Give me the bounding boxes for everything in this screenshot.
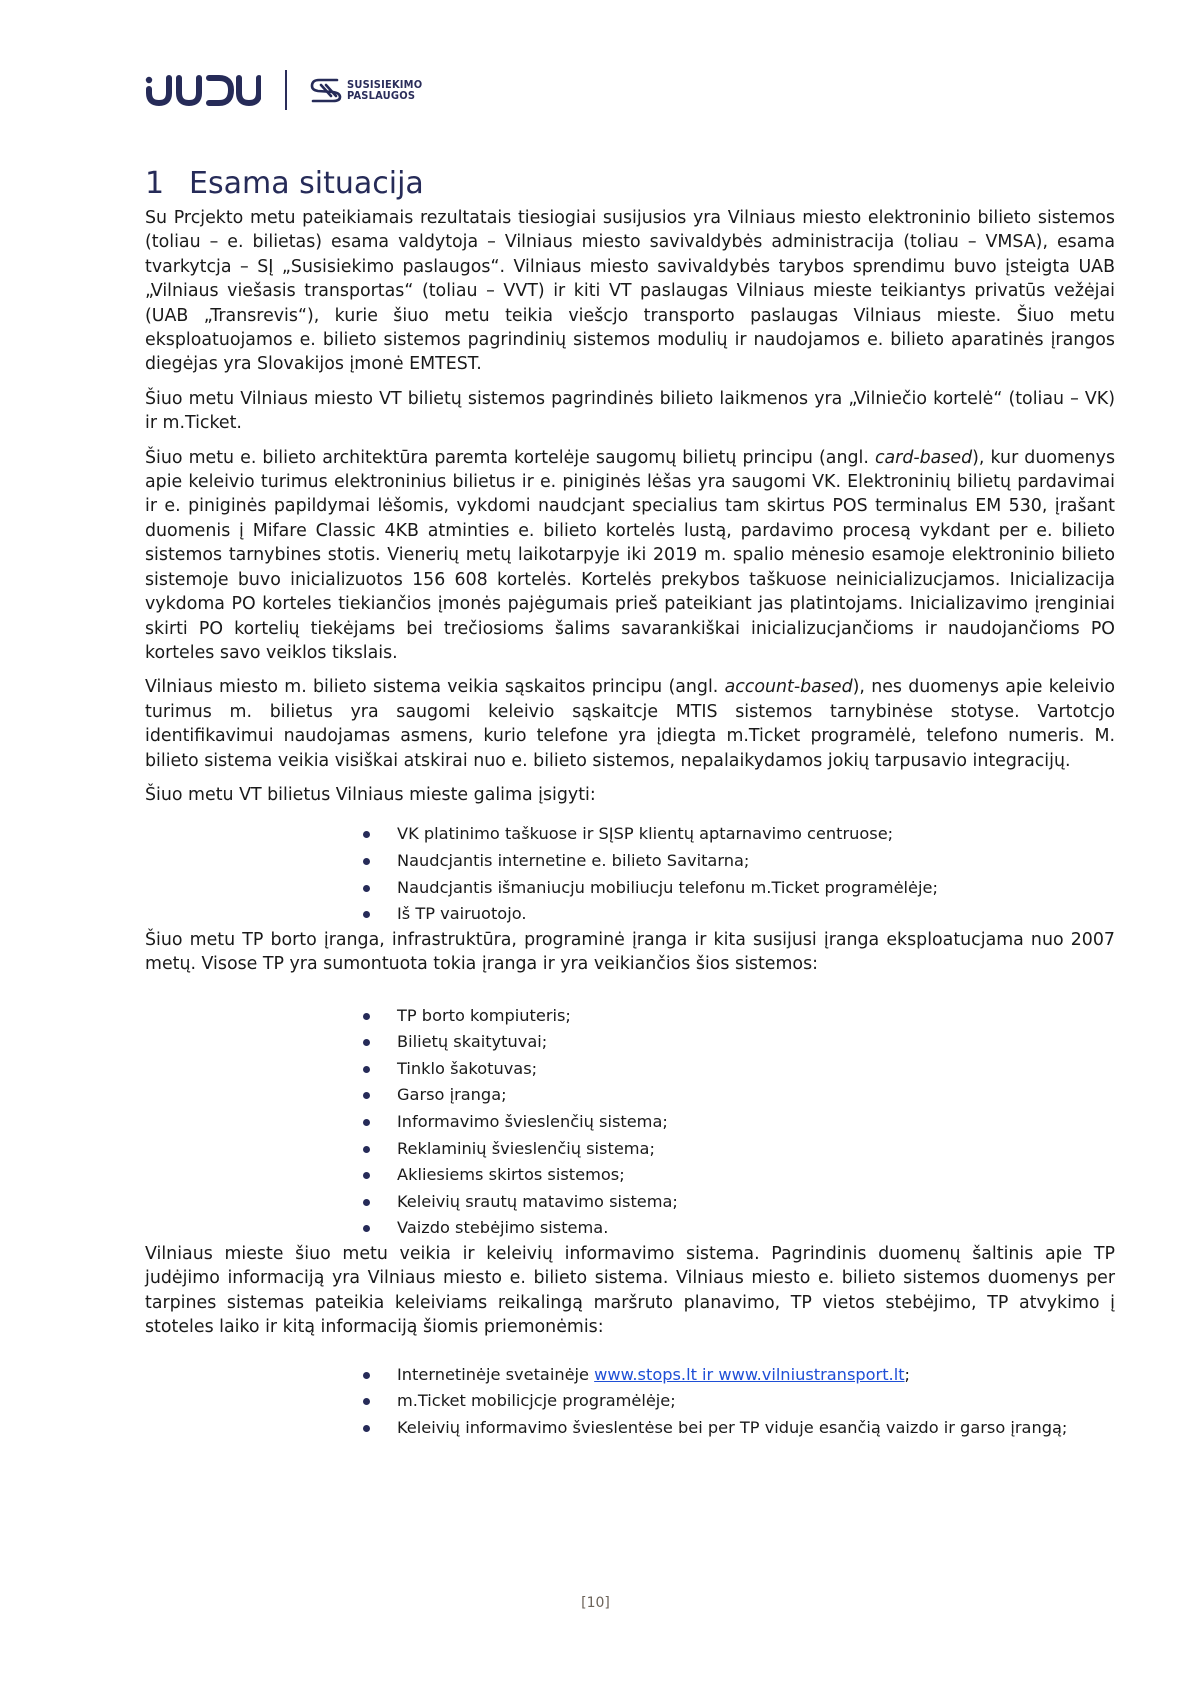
paragraph-system-owners: Su Prcjekto metu pateikiamais rezultatais tiesiogiai susijusios yra Vilniaus miesto elektroninio bilieto sistemos (toliau – e. bilietas) esama valdytoja – Vilniaus miesto savivaldybės administracija (toliau – VMSA), esama tvarkytcja – SĮ „Susisiekimo paslaugos“. Vilniaus miesto savivaldybės tarybos sprendimu buvo įsteigta UAB „Vilniaus viešasis transportas“ (toliau – VVT) ir kiti VT paslaugas Vilniaus mieste teikiantys privatūs vežėjai (UAB „Transrevis“), kurie šiuo metu teikia viešcjo transporto paslaugas Vilniaus mieste. Šiuo metu eksploatuojamos e. bilieto sistemos pagrindinių sistemos modulių ir naudojamos e. bilieto aparatinės įrangos diegėjas yra Slovakijos įmonė EMTEST. bbox=[145, 208, 1115, 375]
onboard-systems-list bbox=[145, 1003, 1115, 1242]
page-header bbox=[145, 68, 422, 112]
text-fragment: ), kur duomenys apie keleivio turimus elektroninius bilietus ir e. piniginės lėšas yra saugomi VK. Elektroninių bilietų pardavimai ir e. piniginės papildymai lėšomis, vykdomi naudcjant specialius tam skirtus POS terminalus EM 530, įrašant duomenis į Mifare Classic 4KB atminties e. bilieto kortelės lustą, pardavimo procesą vykdant per e. bilieto sistemos tarnybines stotis. Vienerių metų laikotarpyje iki 2019 m. spalio mėnesio esamoje elektroninio bilieto sistemoje buvo inicializuotos 156 608 kortelės. Kortelės prekybos taškuose neinicializucjamos. Inicializacija vykdoma PO korteles tiekiančios įmonės pajėgumais prieš pateikiant jas platintojams. Inicializavimo įrenginiai skirti PO kortelių tiekėjams bei trečiosioms šalims savarankiškai inicializucjančioms ir naudojančioms PO korteles savo veiklos tikslais. bbox=[145, 447, 1116, 663]
list-item: Bilietų skaitytuvai; bbox=[363, 1029, 1115, 1056]
list-item bbox=[363, 1362, 1115, 1389]
paragraph-card-based bbox=[145, 446, 1115, 666]
list-item: Garso įranga; bbox=[363, 1082, 1115, 1109]
section-title: Esama situacija bbox=[189, 166, 424, 202]
emphasis-term: card-based bbox=[874, 447, 973, 468]
section-heading bbox=[145, 166, 424, 201]
page-number: [10] bbox=[581, 1595, 610, 1611]
website-link[interactable]: www.stops.lt ir www.vilniustransport.lt bbox=[594, 1364, 905, 1384]
judu-logo bbox=[145, 70, 261, 110]
paragraph-onboard-equipment: Šiuo metu TP borto įranga, infrastruktūra, programinė įranga ir kita susijusi įranga eksploatucjama nuo 2007 metų. Visose TP yra sumontuota tokia įranga ir yra veikiančios šios sistemos: bbox=[145, 929, 1115, 975]
list-item: Informavimo švieslenčių sistema; bbox=[363, 1109, 1115, 1136]
text-fragment: ; bbox=[904, 1364, 911, 1384]
logo-text-line2: PASLAUGOS bbox=[347, 89, 416, 102]
list-item: Reklaminių švieslenčių sistema; bbox=[363, 1136, 1115, 1163]
document-body bbox=[145, 206, 1115, 1441]
list-item: Tinklo šakotuvas; bbox=[363, 1056, 1115, 1083]
judu-logo-icon bbox=[145, 73, 261, 107]
list-item: Keleivių srautų matavimo sistema; bbox=[363, 1189, 1115, 1216]
list-item: m.Ticket mobilicjcje programėlėje; bbox=[363, 1388, 1115, 1415]
text-fragment: Internetinėje svetainėje bbox=[397, 1364, 595, 1384]
paragraph-passenger-info: Vilniaus mieste šiuo metu veikia ir keleivių informavimo sistema. Pagrindinis duomenų šaltinis apie TP judėjimo informaciją yra Vilniaus miesto e. bilieto sistema. Vilniaus miesto e. bilieto sistemos duomenys per tarpines sistemas pateikia keleiviams reikalingą maršruto planavimo, TP vietos stebėjimo, TP atvykimo į stoteles laiko ir kitą informaciją šiomis priemonėmis: bbox=[145, 1243, 1115, 1338]
susisiekimo-paslaugos-logo bbox=[309, 76, 422, 104]
paragraph-purchase-intro: Šiuo metu VT bilietus Vilniaus mieste galima įsigyti: bbox=[145, 784, 596, 805]
text-fragment: Šiuo metu e. bilieto architektūra paremta kortelėje saugomų bilietų principu (angl. bbox=[145, 447, 875, 468]
paragraph-account-based bbox=[145, 675, 1115, 773]
section-number: 1 bbox=[145, 166, 165, 202]
ss-logo-icon bbox=[309, 76, 343, 104]
list-item: TP borto kompiuteris; bbox=[363, 1003, 1115, 1030]
logo-divider bbox=[285, 70, 287, 110]
text-fragment: Vilniaus miesto m. bilieto sistema veikia sąskaitos principu (angl. bbox=[145, 677, 725, 698]
info-channels-list bbox=[145, 1362, 1115, 1442]
emphasis-term: account-based bbox=[724, 677, 853, 698]
list-item: VK platinimo taškuose ir SĮSP klientų aptarnavimo centruose; bbox=[363, 821, 1115, 848]
purchase-channels-list bbox=[145, 821, 1115, 927]
list-item: Vaizdo stebėjimo sistema. bbox=[363, 1215, 1115, 1242]
paragraph-ticket-media: Šiuo metu Vilniaus miesto VT bilietų sistemos pagrindinės bilieto laikmenos yra „Vilniečio kortelė“ (toliau – VK) ir m.Ticket. bbox=[145, 388, 1115, 434]
text-fragment: ), nes duomenys apie keleivio turimus m. bilietus yra saugomi keleivio sąskaitcje MTIS sistemos tarnybinėse stotyse. Vartotcjo identifikavimui naudojamas asmens, kurio telefone yra įdiegta m.Ticket programėlė, telefono numeris. M. bilieto sistema veikia visiškai atskirai nuo e. bilieto sistemos, nepalaikydamos jokių tarpusavio integracijų. bbox=[145, 677, 1115, 771]
list-item: Naudcjantis internetine e. bilieto Savitarna; bbox=[363, 848, 1115, 875]
list-item: Keleivių informavimo švieslentėse bei per TP viduje esančią vaizdo ir garso įrangą; bbox=[363, 1415, 1115, 1442]
list-item: Naudcjantis išmaniucju mobiliucju telefonu m.Ticket programėlėje; bbox=[363, 875, 1115, 902]
list-item: Iš TP vairuotojo. bbox=[363, 901, 1115, 928]
list-item: Akliesiems skirtos sistemos; bbox=[363, 1162, 1115, 1189]
logo-text-line1: SUSISIEKIMO bbox=[347, 78, 423, 91]
